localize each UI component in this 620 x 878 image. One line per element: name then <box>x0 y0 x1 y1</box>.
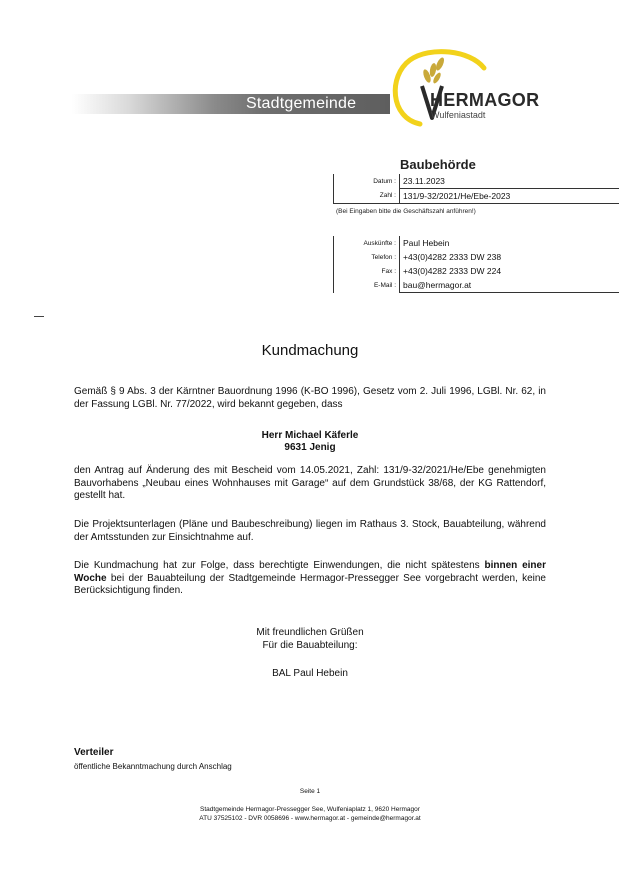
application-paragraph: den Antrag auf Änderung des mit Bescheid vom 14.05.2021, Zahl: 131/9-32/2021/He/Ebe genehmigten Bauvorhabens „Neubau eines Wohnhauses mit Garage“ auf dem Grundstück 38/68, der KG Rattendorf, gestellt hat. <box>74 465 546 501</box>
objection-deadline: binnen einer Woche <box>74 560 546 584</box>
signatory: BAL Paul Hebein <box>272 668 348 679</box>
date-row <box>334 174 620 189</box>
reference-row <box>334 189 620 204</box>
contact-label: Fax : <box>334 264 400 278</box>
page-number: Seite 1 <box>299 788 321 795</box>
applicant-block <box>0 430 620 454</box>
contact-value: +43(0)4282 2333 DW 224 <box>403 266 502 276</box>
contact-table <box>333 236 619 293</box>
distribution-item: öffentliche Bekanntmachung durch Anschlag <box>74 762 232 771</box>
objection-text-post: bei der Bauabteilung der Stadtgemeinde Hermagor-Pressegger See vorgebracht werden, keine Berücksichtigung finden. <box>74 572 546 596</box>
fold-mark <box>34 316 44 317</box>
document-title: Kundmachung <box>261 342 359 359</box>
reference-note: (Bei Eingaben bitte die Geschäftszahl anführen!) <box>336 208 476 215</box>
banner-text: Stadtgemeinde <box>246 95 357 112</box>
contact-label: Telefon : <box>334 250 400 264</box>
footer-contact: ATU 37525102 - DVR 0058696 - www.hermagor.at - gemeinde@hermagor.at <box>199 815 421 822</box>
contact-value: Paul Hebein <box>403 238 450 248</box>
footer-address: Stadtgemeinde Hermagor-Pressegger See, Wulfeniaplatz 1, 9620 Hermagor <box>200 806 420 813</box>
greeting: Mit freundlichen Grüßen <box>256 627 364 638</box>
intro-paragraph: Gemäß § 9 Abs. 3 der Kärntner Bauordnung 1996 (K-BO 1996), Gesetz vom 2. Juli 1996, LGBl. Nr. 62, in der Fassung LGBl. Nr. 77/2022, wird bekannt gegeben, dass <box>74 386 546 410</box>
contact-row <box>334 264 620 278</box>
contact-row <box>334 236 620 250</box>
brand-name: HERMAGOR <box>430 90 540 110</box>
objection-text-pre: Die Kundmachung hat zur Folge, dass berechtigte Einwendungen, die nicht spätestens <box>74 560 485 571</box>
reference-table <box>333 174 619 204</box>
date-value: 23.11.2023 <box>400 174 620 189</box>
objection-paragraph <box>74 560 546 598</box>
contact-label: E-Mail : <box>334 278 400 293</box>
reference-label: Zahl : <box>334 189 400 204</box>
documents-paragraph: Die Projektsunterlagen (Pläne und Baubeschreibung) liegen im Rathaus 3. Stock, Bauabteilung, während der Amtsstunden zur Einsichtnahme auf. <box>74 519 546 543</box>
closing-block <box>0 627 620 652</box>
contact-label: Auskünfte : <box>334 236 400 250</box>
distribution-title: Verteiler <box>74 747 114 758</box>
contact-row <box>334 278 620 293</box>
department-line: Für die Bauabteilung: <box>262 639 358 651</box>
brand-subtitle: Wulfeniastadt <box>431 110 486 120</box>
authority-title: Baubehörde <box>400 157 476 172</box>
contact-row <box>334 250 620 264</box>
contact-value: bau@hermagor.at <box>400 278 620 293</box>
date-label: Datum : <box>334 174 400 189</box>
contact-value: +43(0)4282 2333 DW 238 <box>403 252 502 262</box>
applicant-place: 9631 Jenig <box>284 442 336 453</box>
reference-value: 131/9-32/2021/He/Ebe-2023 <box>400 189 620 204</box>
applicant-name: Herr Michael Käferle <box>261 430 359 441</box>
